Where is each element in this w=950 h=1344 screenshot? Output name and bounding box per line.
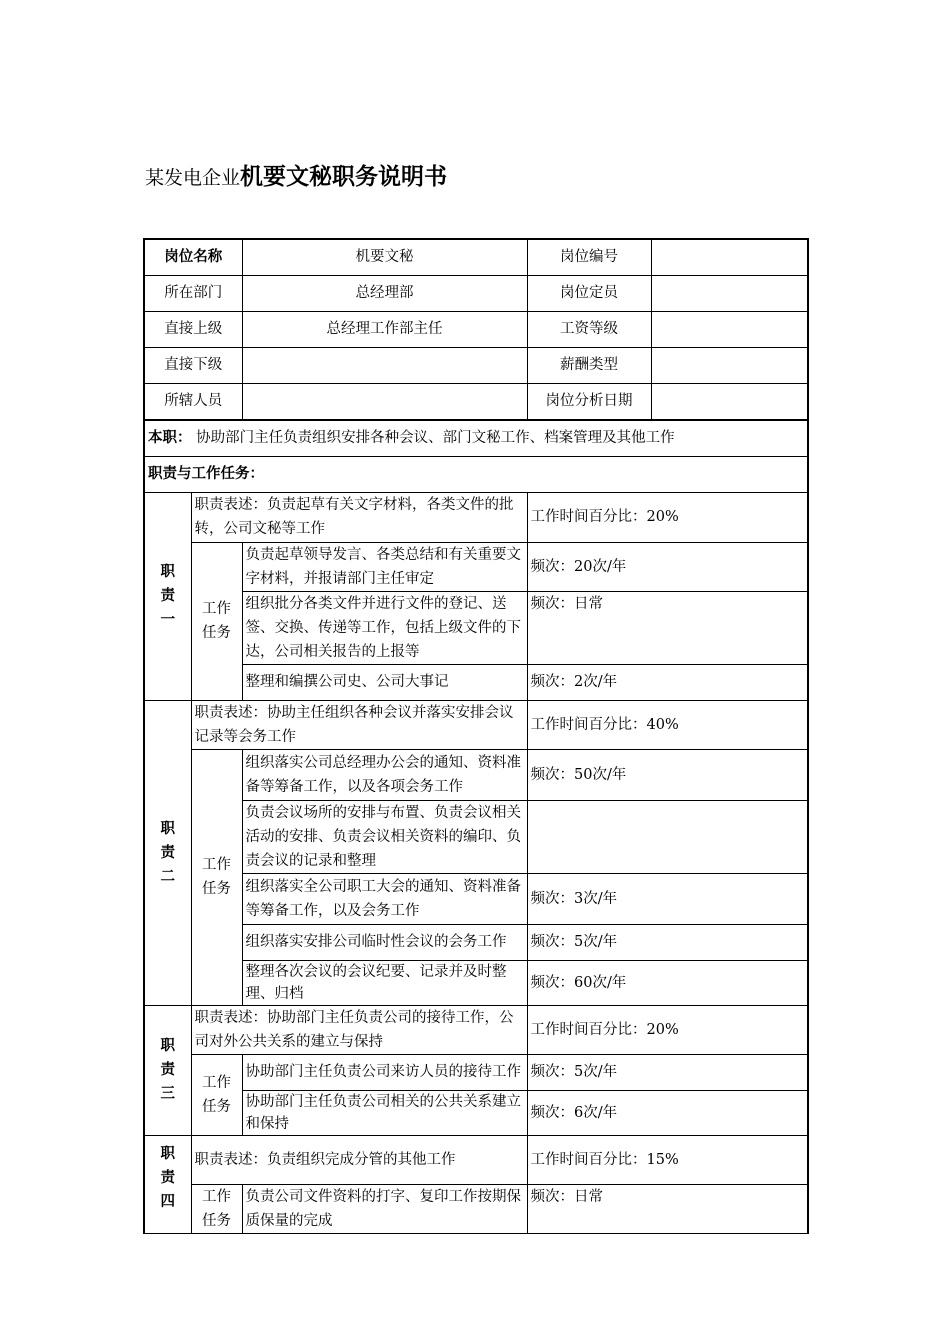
task-freq: 频次：6次/年: [527, 1090, 808, 1135]
job-summary-text: 协助部门主任负责组织安排各种会议、部门文秘工作、档案管理及其他工作: [196, 430, 675, 447]
task-freq: 频次：5次/年: [527, 1054, 808, 1090]
job-summary-label: 本职：: [148, 430, 192, 447]
duty-pct: 工作时间百分比：20%: [527, 492, 808, 542]
duty-desc-row: [144, 492, 808, 542]
info-label: 直接下级: [144, 347, 242, 383]
duty-pct: 工作时间百分比：40%: [527, 700, 808, 749]
duty-name: 职 责 四: [144, 1135, 191, 1233]
duty-desc: 职责表述：协助主任组织各种会议并落实安排会议记录等会务工作: [191, 700, 527, 749]
duty-pct: 工作时间百分比：20%: [527, 1005, 808, 1054]
info-row: [144, 383, 808, 420]
task-row: [144, 1054, 808, 1090]
info-label: 岗位名称: [144, 239, 242, 275]
duties-header: 职责与工作任务：: [144, 456, 808, 492]
task-text: 组织批分各类文件并进行文件的登记、送签、交换、传递等工作，包括上级文件的下达，公司相关报告的上报等: [242, 591, 527, 664]
task-label: 工作 任务: [191, 1054, 242, 1135]
task-row: [144, 924, 808, 960]
duties-header-row: [144, 456, 808, 492]
duty-desc-row: [144, 700, 808, 749]
duty-pct: 工作时间百分比：15%: [527, 1135, 808, 1184]
info-label: 所辖人员: [144, 383, 242, 420]
info-label: 直接上级: [144, 311, 242, 347]
info-label: 薪酬类型: [527, 347, 651, 383]
duty-name: 职 责 一: [144, 492, 191, 700]
duty-desc-row: [144, 1005, 808, 1054]
task-text: 负责起草领导发言、各类总结和有关重要文字材料，并报请部门主任审定: [242, 542, 527, 591]
info-value: 总经理工作部主任: [242, 311, 527, 347]
info-value: [651, 383, 808, 420]
task-row: [144, 749, 808, 800]
info-label: 所在部门: [144, 275, 242, 311]
task-label: 工作 任务: [191, 749, 242, 1005]
title-main: 机要文秘职务说明书: [240, 164, 448, 190]
task-freq: [527, 800, 808, 873]
info-label: 岗位分析日期: [527, 383, 651, 420]
info-label: 工资等级: [527, 311, 651, 347]
task-text: 负责公司文件资料的打字、复印工作按期保质保量的完成: [242, 1184, 527, 1233]
info-value: [651, 275, 808, 311]
task-freq: 频次：5次/年: [527, 924, 808, 960]
task-row: [144, 542, 808, 591]
info-row: [144, 239, 808, 275]
duty-desc-row: [144, 1135, 808, 1184]
info-value: [242, 383, 527, 420]
task-freq: 频次：2次/年: [527, 664, 808, 700]
task-label: 工作 任务: [191, 542, 242, 700]
info-row: [144, 347, 808, 383]
title-prefix: 某发电企业: [145, 167, 241, 189]
info-value: [651, 239, 808, 275]
info-value: [651, 347, 808, 383]
task-text: 组织落实全公司职工大会的通知、资料准备等筹备工作，以及会务工作: [242, 873, 527, 924]
task-text: 整理和编撰公司史、公司大事记: [242, 664, 527, 700]
duty-name: 职 责 三: [144, 1005, 191, 1135]
duty-desc: 职责表述：负责组织完成分管的其他工作: [191, 1135, 527, 1184]
job-summary: [144, 420, 808, 456]
task-row: [144, 1184, 808, 1233]
task-freq: 频次：50次/年: [527, 749, 808, 800]
document-title: [145, 158, 447, 191]
info-row: [144, 275, 808, 311]
task-row: [144, 591, 808, 664]
task-freq: 频次：20次/年: [527, 542, 808, 591]
task-row: [144, 800, 808, 873]
duty-desc: 职责表述：协助部门主任负责公司的接待工作，公司对外公共关系的建立与保持: [191, 1005, 527, 1054]
task-freq: 频次：60次/年: [527, 960, 808, 1005]
task-freq: 频次：日常: [527, 1184, 808, 1233]
duty-name: 职 责 二: [144, 700, 191, 1005]
info-label: 岗位编号: [527, 239, 651, 275]
task-label: 工作 任务: [191, 1184, 242, 1233]
task-text: 组织落实公司总经理办公会的通知、资料准备等筹备工作，以及各项会务工作: [242, 749, 527, 800]
task-row: [144, 960, 808, 1005]
task-text: 组织落实安排公司临时性会议的会务工作: [242, 924, 527, 960]
task-text: 整理各次会议的会议纪要、记录并及时整理、归档: [242, 960, 527, 1005]
info-value: [242, 347, 527, 383]
task-text: 协助部门主任负责公司来访人员的接待工作: [242, 1054, 527, 1090]
task-text: 协助部门主任负责公司相关的公共关系建立和保持: [242, 1090, 527, 1135]
task-row: [144, 873, 808, 924]
task-row: [144, 664, 808, 700]
info-row: [144, 311, 808, 347]
task-freq: 频次：3次/年: [527, 873, 808, 924]
info-value: 总经理部: [242, 275, 527, 311]
info-value: [651, 311, 808, 347]
task-text: 负责会议场所的安排与布置、负责会议相关活动的安排、负责会议相关资料的编印、负责会议的记录和整理: [242, 800, 527, 873]
task-row: [144, 1090, 808, 1135]
duty-desc: 职责表述：负责起草有关文字材料，各类文件的批转，公司文秘等工作: [191, 492, 527, 542]
job-description-table: [143, 238, 809, 1234]
info-value: 机要文秘: [242, 239, 527, 275]
task-freq: 频次：日常: [527, 591, 808, 664]
job-summary-row: [144, 420, 808, 456]
info-label: 岗位定员: [527, 275, 651, 311]
